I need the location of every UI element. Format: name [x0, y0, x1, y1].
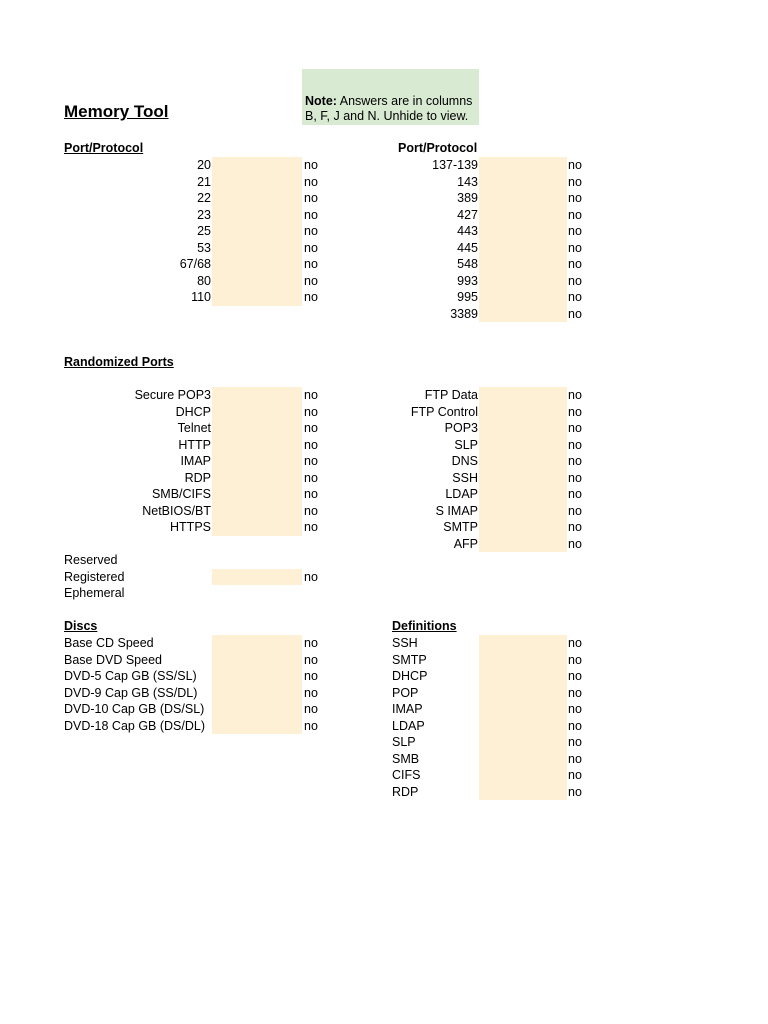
- answer-cell[interactable]: [479, 767, 567, 784]
- answer-value: no: [304, 569, 318, 584]
- port-row: [0, 223, 768, 240]
- definition-row-label: CIFS: [392, 768, 421, 782]
- definition-row-label: SLP: [392, 735, 416, 749]
- port-row: [0, 289, 768, 306]
- answer-value: no: [304, 454, 318, 468]
- answer-cell[interactable]: [479, 387, 567, 404]
- answer-cell[interactable]: [479, 784, 567, 801]
- answer-value: no: [304, 718, 318, 733]
- definitions-header: Definitions: [392, 619, 457, 633]
- definition-row-label: RDP: [392, 784, 419, 799]
- answer-value: no: [304, 388, 318, 402]
- answer-value: no: [568, 224, 582, 238]
- answer-cell[interactable]: [479, 190, 567, 207]
- protocol-row: [0, 437, 768, 454]
- answer-cell[interactable]: [479, 685, 567, 702]
- answer-value: no: [568, 454, 582, 468]
- protocol-row-label: LDAP: [445, 487, 478, 501]
- answer-cell[interactable]: [479, 652, 567, 669]
- definition-row: [0, 668, 768, 685]
- port-row-label: 137-139: [432, 158, 478, 172]
- port-row-label: 23: [197, 207, 211, 222]
- port-row-label: 443: [457, 224, 478, 238]
- answer-cell[interactable]: [479, 404, 567, 421]
- answer-cell[interactable]: [479, 701, 567, 718]
- disc-row-label: DVD-10 Cap GB (DS/SL): [64, 702, 205, 716]
- ports-right-header: Port/Protocol: [398, 141, 478, 155]
- protocol-row-label: DNS: [451, 454, 478, 468]
- answer-cell[interactable]: [479, 420, 567, 437]
- protocol-row-label: NetBIOS/BT: [142, 503, 211, 518]
- protocol-row-label: SMTP: [443, 520, 478, 534]
- answer-cell[interactable]: [479, 470, 567, 487]
- answer-value: no: [304, 273, 318, 288]
- port-row-label: 25: [197, 224, 211, 238]
- answer-cell[interactable]: [479, 751, 567, 768]
- answer-value: no: [568, 751, 582, 766]
- answer-value: no: [304, 224, 318, 238]
- protocol-row-label: DHCP: [175, 404, 211, 419]
- definition-row-label: IMAP: [392, 702, 423, 716]
- answer-cell[interactable]: [479, 273, 567, 290]
- protocol-row: [0, 536, 768, 553]
- port-row-label: 445: [457, 240, 478, 255]
- definition-row: [0, 701, 768, 718]
- answer-value: no: [568, 388, 582, 402]
- range-row-label: Ephemeral: [64, 586, 125, 600]
- port-row-label: 993: [457, 273, 478, 288]
- note-label: Note:: [305, 94, 337, 108]
- answer-cell[interactable]: [479, 668, 567, 685]
- answer-value: no: [568, 735, 582, 749]
- disc-row-label: DVD-18 Cap GB (DS/DL): [64, 718, 206, 733]
- port-row-label: 995: [457, 290, 478, 304]
- port-row: [0, 240, 768, 257]
- protocol-row-label: AFP: [453, 536, 478, 551]
- answer-cell[interactable]: [479, 157, 567, 174]
- port-row-label: 67/68: [179, 257, 211, 271]
- disc-row-label: Base CD Speed: [64, 636, 154, 650]
- protocol-row-label: HTTPS: [170, 520, 211, 534]
- protocol-row-label: SMB/CIFS: [151, 487, 211, 501]
- answer-value: no: [304, 702, 318, 716]
- answer-value: no: [304, 404, 318, 419]
- port-row: [0, 174, 768, 191]
- answer-value: no: [304, 520, 318, 534]
- answer-value: no: [304, 652, 318, 667]
- answer-value: no: [568, 306, 582, 321]
- answer-value: no: [304, 421, 318, 435]
- port-row: [0, 273, 768, 290]
- port-row-label: 20: [197, 158, 211, 172]
- answer-value: no: [568, 437, 582, 452]
- answer-value: no: [568, 636, 582, 650]
- answer-cell[interactable]: [479, 453, 567, 470]
- answer-cell[interactable]: [479, 207, 567, 224]
- answer-value: no: [304, 240, 318, 255]
- answer-cell[interactable]: [479, 734, 567, 751]
- answer-cell[interactable]: [479, 437, 567, 454]
- answer-value: no: [568, 685, 582, 700]
- protocol-row: [0, 387, 768, 404]
- answer-value: no: [568, 652, 582, 667]
- range-row: [0, 585, 768, 602]
- definition-row: [0, 635, 768, 652]
- protocol-row: [0, 470, 768, 487]
- protocol-row-label: Secure POP3: [134, 388, 211, 402]
- answer-value: no: [568, 240, 582, 255]
- definition-row: [0, 652, 768, 669]
- protocol-row-label: SLP: [454, 437, 478, 452]
- port-row-label: 548: [457, 257, 478, 271]
- protocol-row-label: SSH: [452, 470, 478, 485]
- answer-cell[interactable]: [479, 486, 567, 503]
- port-row-label: 143: [457, 174, 478, 189]
- answer-value: no: [568, 290, 582, 304]
- protocol-row: [0, 503, 768, 520]
- range-row-label: Registered: [64, 569, 125, 584]
- answer-value: no: [568, 768, 582, 782]
- answer-cell[interactable]: [479, 503, 567, 520]
- port-row: [0, 190, 768, 207]
- port-row-label: 389: [457, 191, 478, 205]
- definition-row: [0, 685, 768, 702]
- answer-value: no: [568, 536, 582, 551]
- answer-value: no: [568, 158, 582, 172]
- port-row-label: 3389: [450, 306, 478, 321]
- answer-cell[interactable]: [479, 306, 567, 323]
- definition-row: [0, 767, 768, 784]
- note-box: [302, 69, 479, 125]
- answer-value: no: [304, 290, 318, 304]
- definition-row-label: SSH: [392, 636, 418, 650]
- definition-row-label: SMB: [392, 751, 420, 766]
- definition-row-label: POP: [392, 685, 419, 700]
- definition-row: [0, 734, 768, 751]
- protocol-row: [0, 420, 768, 437]
- port-row-label: 22: [197, 191, 211, 205]
- answer-value: no: [304, 207, 318, 222]
- disc-row-label: DVD-9 Cap GB (SS/DL): [64, 685, 198, 700]
- range-row-label: Reserved: [64, 553, 118, 567]
- answer-value: no: [304, 503, 318, 518]
- answer-cell[interactable]: [479, 635, 567, 652]
- protocol-row: [0, 404, 768, 421]
- discs-header: Discs: [64, 619, 98, 633]
- definition-row-label: LDAP: [392, 718, 425, 733]
- answer-value: no: [568, 273, 582, 288]
- answer-value: no: [568, 174, 582, 189]
- port-row: [0, 207, 768, 224]
- answer-value: no: [304, 191, 318, 205]
- definition-row: [0, 751, 768, 768]
- answer-value: no: [568, 503, 582, 518]
- answer-value: no: [304, 158, 318, 172]
- answer-value: no: [304, 685, 318, 700]
- answer-value: no: [568, 718, 582, 733]
- protocol-row: [0, 453, 768, 470]
- answer-cell[interactable]: [479, 256, 567, 273]
- answer-value: no: [304, 437, 318, 452]
- answer-cell[interactable]: [212, 569, 302, 586]
- answer-value: no: [568, 404, 582, 419]
- answer-value: no: [568, 784, 582, 799]
- answer-value: no: [568, 421, 582, 435]
- answer-value: no: [304, 487, 318, 501]
- protocol-row-label: POP3: [444, 421, 478, 435]
- answer-value: no: [568, 669, 582, 683]
- protocol-row-label: FTP Data: [424, 388, 478, 402]
- protocol-row-label: S IMAP: [435, 503, 478, 518]
- answer-value: no: [304, 636, 318, 650]
- answer-cell[interactable]: [479, 240, 567, 257]
- protocol-row: [0, 486, 768, 503]
- answer-value: no: [568, 487, 582, 501]
- protocol-row-label: RDP: [184, 470, 211, 485]
- port-row-label: 110: [191, 290, 211, 304]
- disc-row-label: Base DVD Speed: [64, 652, 162, 667]
- protocol-row-label: IMAP: [180, 454, 211, 468]
- answer-value: no: [568, 257, 582, 271]
- disc-row-label: DVD-5 Cap GB (SS/SL): [64, 669, 197, 683]
- range-row: [0, 552, 768, 569]
- answer-value: no: [304, 669, 318, 683]
- answer-value: no: [304, 174, 318, 189]
- ports-left-header: Port/Protocol: [64, 141, 144, 155]
- answer-value: no: [568, 207, 582, 222]
- answer-cell[interactable]: [479, 223, 567, 240]
- definition-row: [0, 718, 768, 735]
- randomized-ports-header: Randomized Ports: [64, 355, 174, 369]
- answer-cell[interactable]: [479, 536, 567, 553]
- port-row-label: 427: [457, 207, 478, 222]
- answer-value: no: [304, 470, 318, 485]
- answer-value: no: [568, 702, 582, 716]
- port-row-label: 80: [197, 273, 211, 288]
- note-text: Answers are in columns B, F, J and N. Unhide to view.: [305, 94, 473, 123]
- answer-value: no: [568, 470, 582, 485]
- port-row: [0, 157, 768, 174]
- answer-cell[interactable]: [479, 519, 567, 536]
- protocol-row-label: HTTP: [178, 437, 211, 452]
- answer-value: no: [304, 257, 318, 271]
- answer-cell[interactable]: [479, 289, 567, 306]
- port-row: [0, 306, 768, 323]
- definition-row-label: DHCP: [392, 669, 428, 683]
- definition-row: [0, 784, 768, 801]
- answer-cell[interactable]: [479, 174, 567, 191]
- port-row-label: 53: [197, 240, 211, 255]
- protocol-row-label: FTP Control: [410, 404, 478, 419]
- answer-cell[interactable]: [479, 718, 567, 735]
- port-row-label: 21: [197, 174, 211, 189]
- page-title: Memory Tool: [64, 102, 169, 121]
- protocol-row-label: Telnet: [177, 421, 211, 435]
- port-row: [0, 256, 768, 273]
- answer-value: no: [568, 520, 582, 534]
- definition-row-label: SMTP: [392, 652, 427, 667]
- answer-value: no: [568, 191, 582, 205]
- range-row: [0, 569, 768, 586]
- protocol-row: [0, 519, 768, 536]
